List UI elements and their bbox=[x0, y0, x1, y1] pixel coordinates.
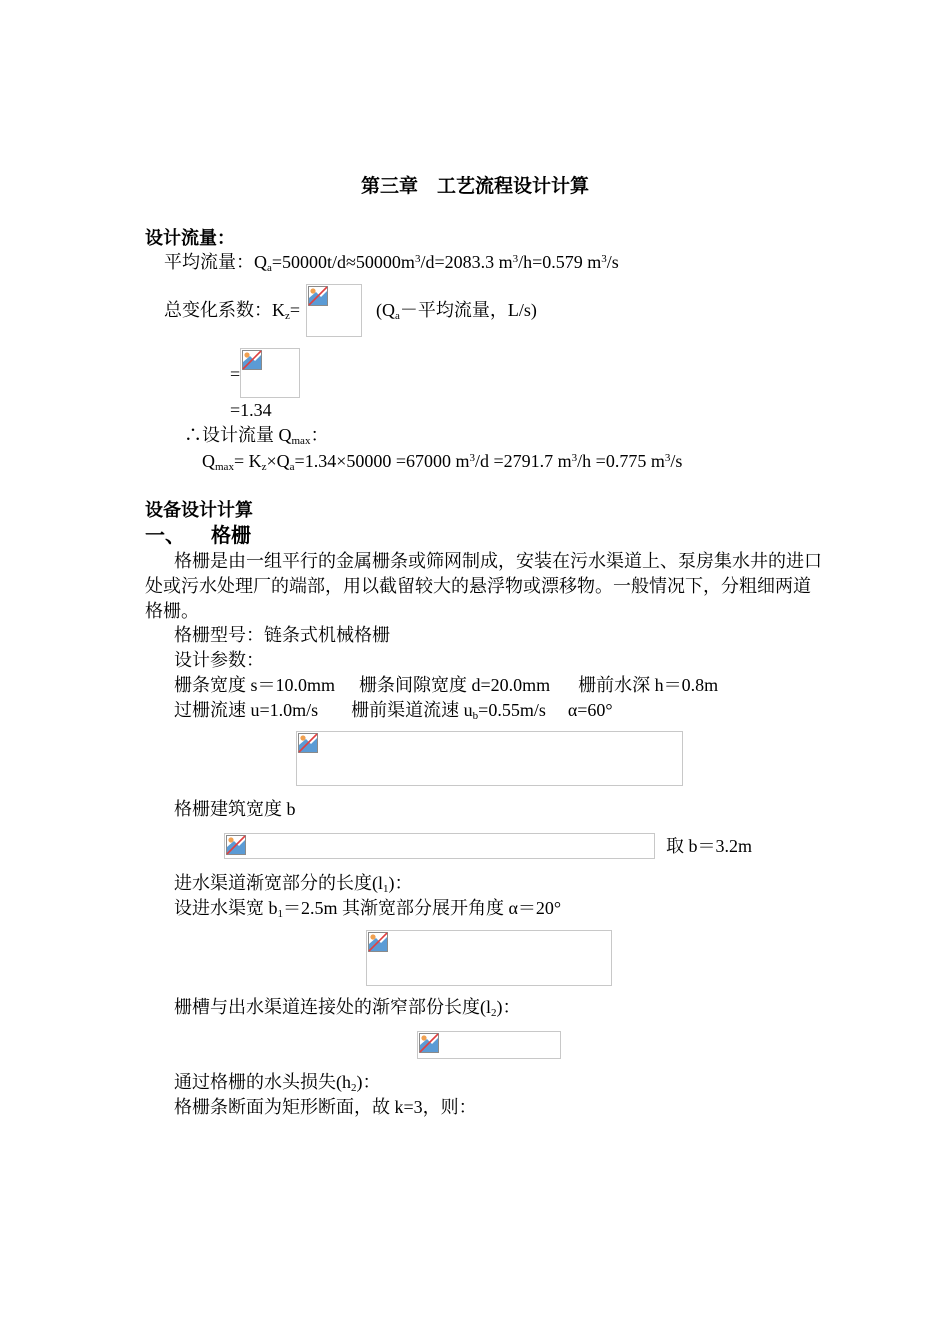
average-flow-line: 平均流量：$Q_a=50000t/d\approx 50000m^3/d=2083.3$ $m^3/h=0.579$ $m^3/s$ bbox=[164, 252, 619, 274]
l2-formula-image bbox=[417, 1031, 561, 1059]
qmax-equation: $Q_{max}= K_z\times Q_a=1.34\times 50000 =67000$ $m^3/d =2791.7$ $m^3/h =0.775$ $m^3/s$ bbox=[202, 451, 683, 473]
l2-label: 栅槽与出水渠道连接处的渐窄部份长度$(l_2)$： bbox=[174, 997, 521, 1019]
params-line-2: 过栅流速 u=1.0m/s 栅前渠道流速 $u_b=0.55m/s$ α=60° bbox=[174, 700, 613, 722]
broken-image-icon bbox=[419, 1033, 439, 1053]
l1-label: 进水渠道渐宽部分的长度$(l_1)$： bbox=[174, 873, 413, 895]
k-label: 格栅条断面为矩形断面，故 k=3，则： bbox=[174, 1097, 477, 1117]
h2-label: 通过格栅的水头损失$(h_2)$： bbox=[174, 1072, 381, 1094]
design-flow-heading: 设计流量： bbox=[145, 228, 235, 248]
broken-image-icon bbox=[242, 350, 262, 370]
broken-image-icon bbox=[368, 932, 388, 952]
grille-model: 格栅型号：链条式机械格栅 bbox=[174, 625, 390, 645]
b1-line: 设进水渠宽 $b_1=2.5m$ 其渐宽部分展开角度 α＝20° bbox=[174, 898, 562, 920]
kz-label: 总变化系数：$K_z=$ bbox=[164, 300, 301, 322]
broken-image-icon bbox=[308, 286, 328, 306]
params-label: 设计参数： bbox=[174, 650, 264, 670]
kz-value: =1.34 bbox=[230, 400, 272, 420]
kz-formula-image bbox=[306, 284, 362, 337]
eq-sign: = bbox=[230, 364, 241, 384]
kz-calc-image bbox=[240, 348, 300, 398]
grille-intro-paragraph: 格栅是由一组平行的金属栅条或筛网制成，安装在污水渠道上、泵房集水井的进口处或污水处理厂的端部，用以截留较大的悬浮物或漂移物。一般情况下，分粗细两道格栅。 bbox=[145, 551, 822, 622]
l1-formula-image bbox=[366, 930, 612, 986]
grille-formula-image bbox=[296, 731, 683, 786]
width-label: 格栅建筑宽度 b bbox=[174, 799, 296, 819]
kz-note: ($Q_a-$平均流量，L/s) bbox=[376, 300, 537, 322]
design-flow-therefore: ∴设计流量 $Q_{max}$： bbox=[184, 425, 329, 447]
width-take: 取 b＝3.2m bbox=[666, 836, 753, 856]
chapter-title: 第三章 工艺流程设计计算 bbox=[360, 176, 589, 197]
broken-image-icon bbox=[226, 835, 246, 855]
equipment-heading: 设备设计计算 bbox=[145, 500, 253, 520]
width-formula-image bbox=[224, 833, 655, 859]
params-line-1: 栅条宽度 s＝10.0mm 栅条间隙宽度 d=20.0mm 栅前水深 h＝0.8m bbox=[174, 675, 719, 695]
section-heading: 一、 格栅 bbox=[145, 525, 251, 547]
broken-image-icon bbox=[298, 733, 318, 753]
